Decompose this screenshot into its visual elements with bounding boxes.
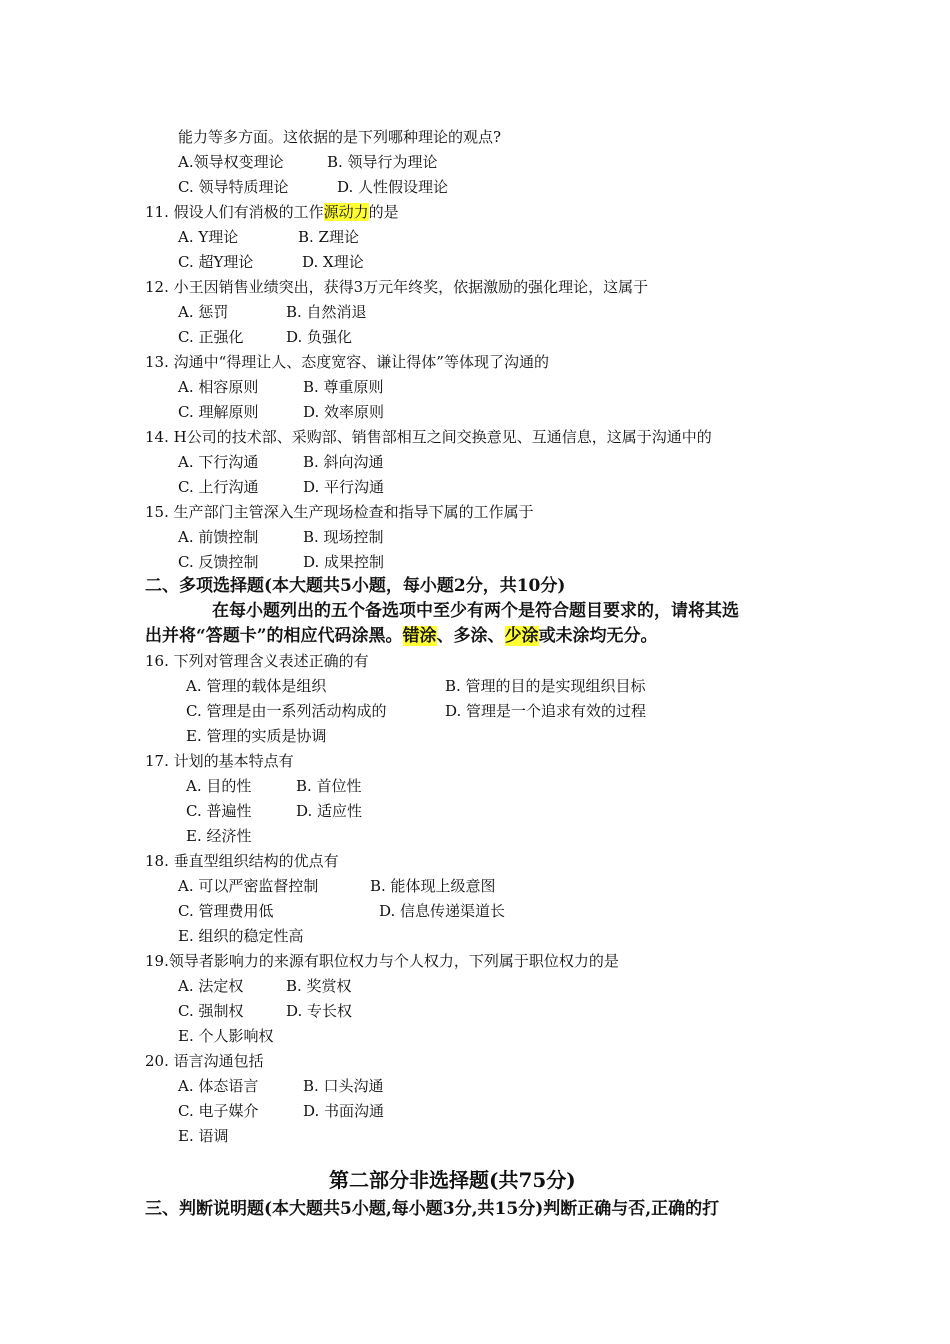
- q18-option-a: A. 可以严密监督控制: [178, 877, 319, 895]
- q20-option-e: E. 语调: [178, 1127, 229, 1145]
- q11-option-d: D. X理论: [302, 253, 364, 271]
- q17-option-a: A. 目的性: [186, 777, 252, 795]
- q13-option-a: A. 相容原则: [178, 378, 259, 396]
- q19-stem: 19.领导者影响力的来源有职位权力与个人权力，下列属于职位权力的是: [145, 952, 619, 970]
- q10-option-a: A.领导权变理论: [178, 153, 284, 171]
- q11-stem-pre: 11. 假设人们有消极的工作: [145, 203, 324, 221]
- q18-option-e: E. 组织的稳定性高: [178, 927, 304, 945]
- q17-option-e: E. 经济性: [186, 827, 252, 845]
- section2-instr-a: 出并将“答题卡”的相应代码涂黑。: [145, 626, 403, 646]
- q15-option-c: C. 反馈控制: [178, 553, 259, 571]
- q18-option-d: D. 信息传递渠道长: [379, 902, 506, 920]
- q13-option-b: B. 尊重原则: [303, 378, 384, 396]
- q12-option-d: D. 负强化: [286, 328, 353, 346]
- section3-heading: 三、判断说明题(本大题共5小题,每小题3分,共15分)判断正确与否,正确的打: [145, 1199, 720, 1219]
- q14-option-d: D. 平行沟通: [303, 478, 385, 496]
- q16-option-b: B. 管理的目的是实现组织目标: [445, 677, 646, 695]
- section2-instruction-line1: 在每小题列出的五个备选项中至少有两个是符合题目要求的，请将其选: [212, 601, 739, 621]
- q11-highlight: 源动力: [323, 203, 369, 221]
- q20-stem: 20. 语言沟通包括: [145, 1052, 264, 1070]
- part2-title: 第二部分非选择题(共75分): [329, 1168, 576, 1192]
- q13-option-d: D. 效率原则: [303, 403, 385, 421]
- q12-option-a: A. 惩罚: [178, 303, 229, 321]
- q12-stem: 12. 小王因销售业绩突出，获得3万元年终奖，依据激励的强化理论，这属于: [145, 278, 649, 296]
- q19-option-c: C. 强制权: [178, 1002, 244, 1020]
- q15-option-b: B. 现场控制: [303, 528, 384, 546]
- section2-heading: 二、多项选择题(本大题共5小题，每小题2分，共10分): [145, 576, 566, 596]
- q11-stem-post: 的是: [368, 203, 399, 221]
- section2-instr-b: 、多涂、: [436, 626, 505, 646]
- q20-option-b: B. 口头沟通: [303, 1077, 384, 1095]
- q15-option-d: D. 成果控制: [303, 553, 385, 571]
- q10-option-c: C. 领导特质理论: [178, 178, 289, 196]
- q19-option-e: E. 个人影响权: [178, 1027, 274, 1045]
- q10-stem-continuation: 能力等多方面。这依据的是下列哪种理论的观点?: [178, 128, 502, 146]
- q20-option-a: A. 体态语言: [178, 1077, 259, 1095]
- q18-option-c: C. 管理费用低: [178, 902, 274, 920]
- q19-option-b: B. 奖赏权: [286, 977, 352, 995]
- q17-option-c: C. 普遍性: [186, 802, 252, 820]
- q14-option-c: C. 上行沟通: [178, 478, 259, 496]
- q14-option-a: A. 下行沟通: [178, 453, 259, 471]
- q16-option-d: D. 管理是一个追求有效的过程: [445, 702, 647, 720]
- section2-highlight-less: 少涂: [504, 626, 539, 646]
- q17-stem: 17. 计划的基本特点有: [145, 752, 294, 770]
- q17-option-b: B. 首位性: [296, 777, 362, 795]
- q13-option-c: C. 理解原则: [178, 403, 259, 421]
- q18-option-b: B. 能体现上级意图: [370, 877, 496, 895]
- section2-instr-c: 或未涂均无分。: [538, 626, 658, 646]
- q16-option-e: E. 管理的实质是协调: [186, 727, 327, 745]
- q10-option-d: D. 人性假设理论: [337, 178, 449, 196]
- q15-stem: 15. 生产部门主管深入生产现场检查和指导下属的工作属于: [145, 503, 534, 521]
- q14-stem: 14. H公司的技术部、采购部、销售部相互之间交换意见、互通信息，这属于沟通中的: [145, 428, 712, 446]
- q11-stem: [145, 202, 399, 222]
- q14-option-b: B. 斜向沟通: [303, 453, 384, 471]
- q12-option-b: B. 自然消退: [286, 303, 367, 321]
- q20-option-c: C. 电子媒介: [178, 1102, 259, 1120]
- q18-stem: 18. 垂直型组织结构的优点有: [145, 852, 339, 870]
- q20-option-d: D. 书面沟通: [303, 1102, 385, 1120]
- section2-instruction-line2: [145, 624, 658, 648]
- section2-highlight-wrong: 错涂: [402, 626, 437, 646]
- q19-option-a: A. 法定权: [178, 977, 244, 995]
- q16-option-a: A. 管理的载体是组织: [186, 677, 327, 695]
- q16-option-c: C. 管理是由一系列活动构成的: [186, 702, 387, 720]
- q11-option-b: B. Z理论: [298, 228, 359, 246]
- q11-option-a: A. Y理论: [178, 228, 239, 246]
- q15-option-a: A. 前馈控制: [178, 528, 259, 546]
- q13-stem: 13. 沟通中“得理让人、态度宽容、谦让得体”等体现了沟通的: [145, 353, 549, 371]
- q19-option-d: D. 专长权: [286, 1002, 353, 1020]
- q10-option-b: B. 领导行为理论: [327, 153, 438, 171]
- q17-option-d: D. 适应性: [296, 802, 363, 820]
- q11-option-c: C. 超Y理论: [178, 253, 254, 271]
- q16-stem: 16. 下列对管理含义表述正确的有: [145, 652, 369, 670]
- q12-option-c: C. 正强化: [178, 328, 244, 346]
